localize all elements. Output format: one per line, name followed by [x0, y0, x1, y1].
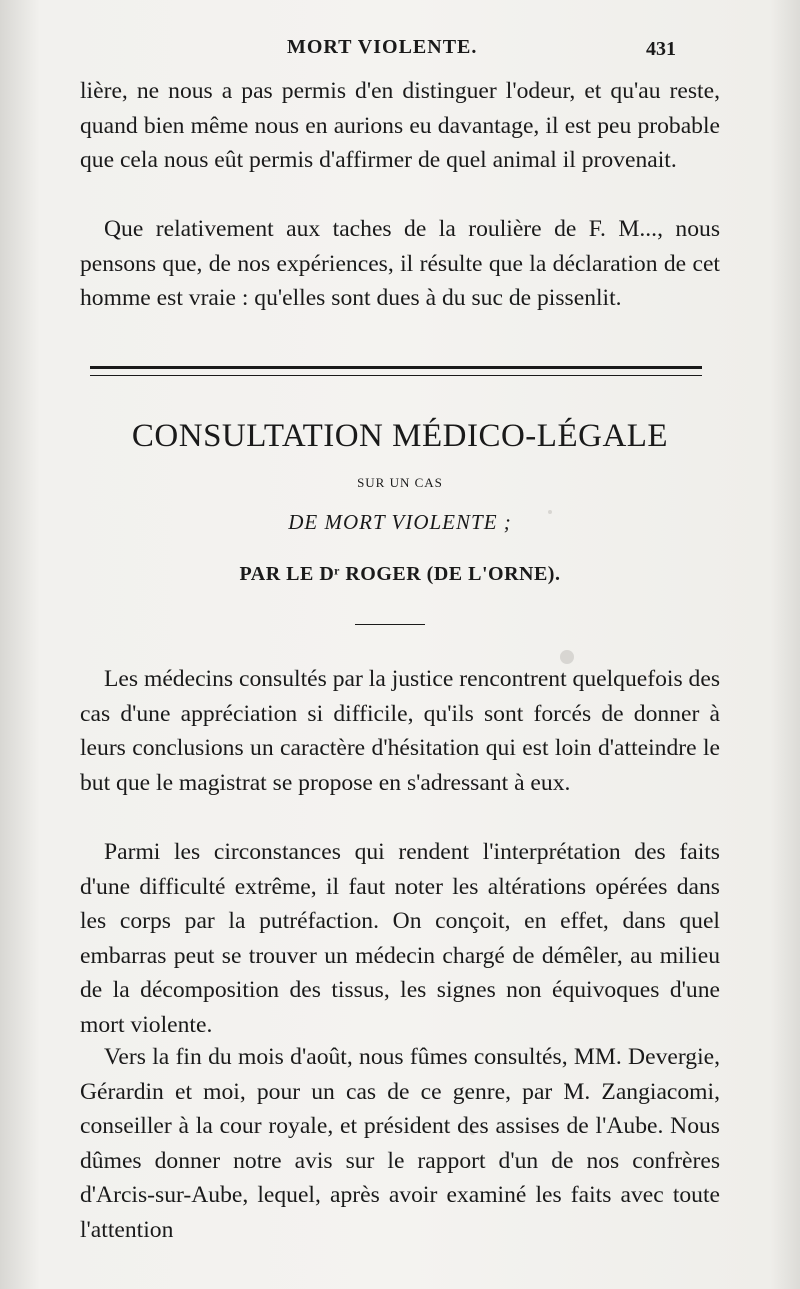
paragraph-case: Vers la fin du mois d'août, nous fûmes consultés, MM. Devergie, Gérardin et moi, pour un cas de ce genre, par M. Zangiacomi, conseiller à la cour royale, et président des assises de l'Aube. Nous dûmes donner notre avis sur le rapport d'un de nos confrères d'Arcis-sur-Aube, lequel, après avoir examiné les faits avec toute l'attention	[80, 1044, 720, 1243]
section-divider	[90, 366, 702, 376]
paragraph-circumstances: Parmi les circonstances qui rendent l'interprétation des faits d'une difficulté extrême, il faut noter les altérations opérées dans les corps par la putréfaction. On conçoit, en effet, dans quel embarras peut se trouver un médecin chargé de démêler, au milieu de la décomposition des tissus, les signes non équivoques d'une mort violente.	[80, 839, 720, 1038]
paragraph-continuation: lière, ne nous a pas permis d'en distinguer l'odeur, et qu'au reste, quand bien même nous en aurions eu davantage, il est peu probable que cela nous eût permis d'affirmer de quel animal il provenait.	[80, 78, 720, 173]
paragraph-conclusion: Que relativement aux taches de la roulière de F. M..., nous pensons que, de nos expériences, il résulte que la déclaration de cet homme est vraie : qu'elles sont dues à du suc de pissenlit.	[80, 216, 720, 311]
short-divider	[355, 624, 425, 625]
section-title: CONSULTATION MÉDICO-LÉGALE	[131, 418, 669, 454]
author-byline: PAR LE Dʳ ROGER (DE L'ORNE).	[239, 563, 561, 585]
section-subtitle-small: SUR UN CAS	[357, 475, 443, 490]
page-number: 431	[646, 38, 676, 60]
paragraph-intro: Les médecins consultés par la justice rencontrent quelquefois des cas d'une appréciation si difficile, qu'ils sont forcés de donner à leurs conclusions un caractère d'hésitation qui est loin d'atteindre le but que le magistrat se propose en s'adressant à eux.	[80, 666, 720, 796]
running-title: MORT VIOLENTE.	[287, 36, 478, 58]
section-subtitle: DE MORT VIOLENTE ;	[288, 510, 512, 534]
running-head	[0, 36, 800, 66]
